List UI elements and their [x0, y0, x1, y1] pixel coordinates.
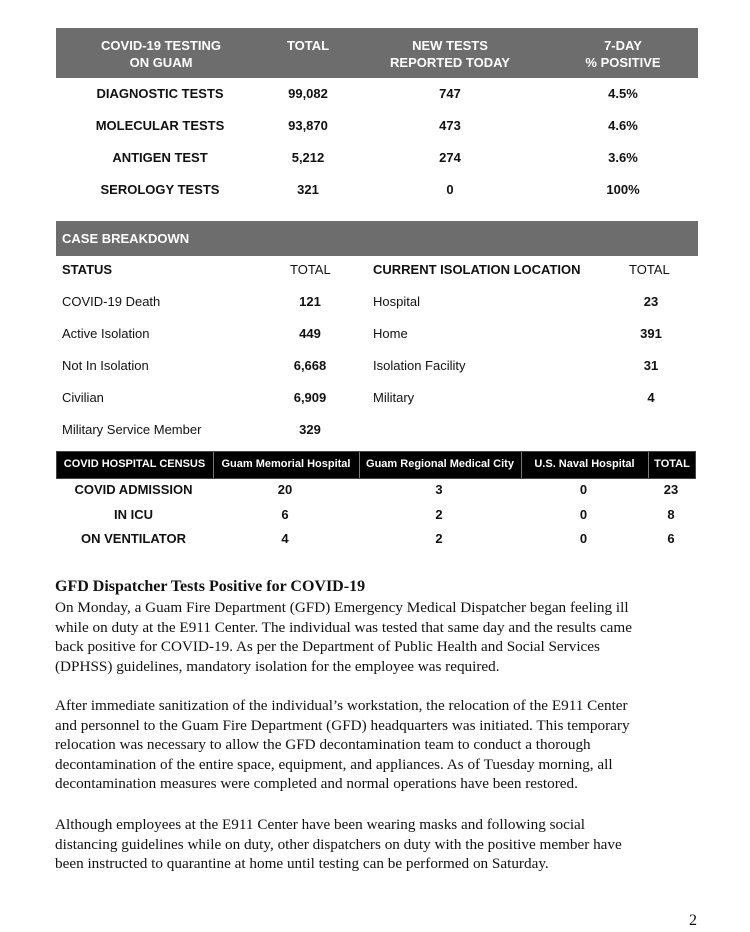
status-value: 449 [299, 326, 321, 341]
location-header: CURRENT ISOLATION LOCATION [373, 262, 581, 277]
text-line: and personnel to the Guam Fire Department (GFD) headquarters was initiated. This temporary [55, 716, 630, 734]
census-gmh: 20 [277, 482, 293, 497]
testing-header-positive [563, 37, 683, 71]
case-row [56, 291, 698, 313]
test-new: 0 [446, 182, 454, 197]
status-label: Not In Isolation [62, 358, 149, 373]
text-line: decontamination measures were completed and normal operations have been restored. [55, 775, 578, 792]
census-usnh: 0 [579, 482, 588, 497]
header-line: COVID-19 TESTING [101, 38, 221, 53]
location-label: Military [373, 390, 415, 405]
census-grmc: 2 [435, 531, 443, 546]
location-total-header: TOTAL [629, 262, 670, 277]
case-column-headers [56, 259, 698, 281]
text-line: decontamination of the entire space, equipment, and appliances. As of Tuesday morning, all [55, 755, 613, 773]
census-header-grmc: Guam Regional Medical City [366, 458, 514, 470]
location-label: Isolation Facility [373, 358, 466, 373]
case-breakdown-title: CASE BREAKDOWN [62, 231, 190, 246]
census-gmh: 6 [281, 507, 289, 522]
test-positive: 4.6% [608, 118, 638, 133]
census-label: ON VENTILATOR [81, 531, 186, 546]
census-total: 8 [667, 507, 675, 522]
testing-row-antigen [56, 146, 698, 170]
case-row [56, 387, 698, 409]
header-line: REPORTED TODAY [390, 55, 510, 70]
census-row-admission [56, 479, 694, 501]
test-new: 747 [439, 86, 461, 101]
status-label: COVID-19 Death [62, 294, 161, 309]
testing-row-molecular [56, 114, 698, 138]
case-row [56, 419, 698, 441]
census-total: 6 [667, 531, 675, 546]
case-breakdown-header [56, 221, 698, 256]
location-label: Hospital [373, 294, 420, 309]
status-label: Military Service Member [62, 422, 202, 437]
location-label: Home [373, 326, 408, 341]
test-positive: 4.5% [608, 86, 638, 101]
article-paragraph-3 [55, 815, 695, 874]
testing-header-total: TOTAL [286, 38, 330, 53]
census-gmh: 4 [281, 531, 289, 546]
text-line: relocation was necessary to allow the GFD decontamination team to conduct a thorough [55, 736, 591, 753]
census-grmc: 2 [435, 507, 443, 522]
test-positive: 3.6% [608, 150, 638, 165]
page-number: 2 [689, 912, 697, 929]
test-new: 473 [439, 118, 461, 133]
test-name: MOLECULAR TESTS [95, 118, 225, 133]
status-value: 6,909 [293, 390, 327, 405]
test-total: 99,082 [288, 86, 328, 101]
case-row [56, 355, 698, 377]
header-line: 7-DAY [604, 38, 642, 53]
text-line: while on duty at the E911 Center. The individual was tested that same day and the results came [55, 618, 632, 636]
testing-header-new [370, 37, 530, 71]
text-line: On Monday, a Guam Fire Department (GFD) Emergency Medical Dispatcher began feeling ill [55, 599, 629, 616]
location-value: 31 [643, 358, 659, 373]
census-header-gmh: Guam Memorial Hospital [221, 458, 351, 470]
location-value: 4 [647, 390, 655, 405]
text-line: After immediate sanitization of the individual’s workstation, the relocation of the E911 Center [55, 697, 628, 714]
location-value: 391 [640, 326, 662, 341]
status-label: Civilian [62, 390, 104, 405]
case-row [56, 323, 698, 345]
status-value: 6,668 [293, 358, 327, 373]
census-header-total: TOTAL [654, 458, 690, 470]
test-name: ANTIGEN TEST [112, 150, 208, 165]
testing-table-header [56, 28, 698, 78]
status-value: 329 [299, 422, 321, 437]
article-title: GFD Dispatcher Tests Positive for COVID-19 [55, 578, 366, 595]
header-line: ON GUAM [129, 55, 193, 70]
census-header-usnh: U.S. Naval Hospital [534, 458, 635, 470]
testing-row-serology [56, 178, 698, 202]
test-total: 93,870 [288, 118, 328, 133]
test-total: 321 [297, 182, 319, 197]
census-row-icu [56, 504, 694, 526]
test-new: 274 [439, 150, 461, 165]
text-line: back positive for COVID-19. As per the Department of Public Health and Social Services [55, 638, 600, 655]
text-line: been instructed to quarantine at home until testing can be performed on Saturday. [55, 855, 549, 872]
census-label: COVID ADMISSION [74, 482, 193, 497]
census-grmc: 3 [435, 482, 443, 497]
location-value: 23 [643, 294, 659, 309]
testing-header-category [96, 37, 226, 71]
status-header: STATUS [62, 262, 113, 277]
status-value: 121 [299, 294, 321, 309]
status-label: Active Isolation [62, 326, 150, 341]
census-header-title: COVID HOSPITAL CENSUS [63, 458, 206, 470]
census-total: 23 [663, 482, 679, 497]
test-total: 5,212 [291, 150, 325, 165]
census-row-ventilator [56, 528, 694, 550]
header-line: % POSITIVE [585, 55, 661, 70]
test-name: SEROLOGY TESTS [100, 182, 220, 197]
text-line: distancing guidelines while on duty, other dispatchers on duty with the positive member have [55, 835, 622, 853]
test-name: DIAGNOSTIC TESTS [96, 86, 224, 101]
text-line: Although employees at the E911 Center have been wearing masks and following social [55, 816, 586, 833]
article-paragraph-1 [55, 598, 695, 676]
census-usnh: 0 [579, 507, 588, 522]
census-usnh: 0 [579, 531, 588, 546]
census-label: IN ICU [114, 507, 153, 522]
header-line: NEW TESTS [412, 38, 488, 53]
census-table-header [56, 451, 696, 479]
testing-row-diagnostic [56, 82, 698, 106]
article-paragraph-2 [55, 696, 695, 794]
text-line: (DPHSS) guidelines, mandatory isolation for the employee was required. [55, 657, 500, 675]
status-total-header: TOTAL [290, 262, 331, 277]
test-positive: 100% [606, 182, 640, 197]
